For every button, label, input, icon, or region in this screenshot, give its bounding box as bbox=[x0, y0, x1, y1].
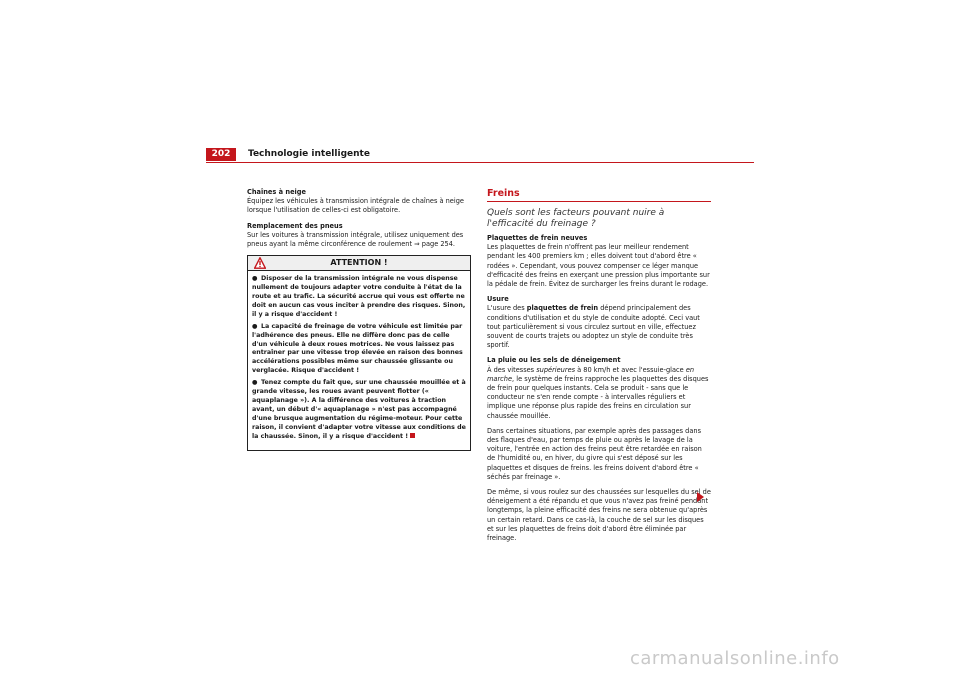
wear-text: L'usure des plaquettes de frein dépend principalement des conditions d'utilisation et du style de conduite adopté. Ceci vaut tout particulièrement si vous circulez surtout en ville, effectuez souvent de courts trajets ou adoptez un style de conduite très sportif. bbox=[487, 304, 700, 350]
warning-header bbox=[248, 256, 470, 271]
tyres-heading: Remplacement des pneus bbox=[247, 221, 343, 230]
freins-question: Quels sont les facteurs pouvant nuire à l'efficacité du freinage ? bbox=[487, 208, 665, 229]
freins-rule bbox=[487, 201, 711, 202]
wear-heading: Usure bbox=[487, 295, 509, 304]
header-rule bbox=[206, 162, 754, 163]
chains-text: Équipez les véhicules à transmission intégrale de chaînes à neige lorsque l'utilisation de celles-ci est obligatoire. bbox=[247, 197, 464, 215]
warning-item: ● Disposer de la transmission intégrale ne vous dispense nullement de toujours adapter votre conduite à l'état de la route et au trafic. La sécurité accrue qui vous est offerte ne doit en aucun cas vous inciter à prendre des risques. Sinon, il y a risque d'accident ! bbox=[252, 275, 466, 318]
right-column bbox=[487, 188, 711, 549]
pads-heading: Plaquettes de frein neuves bbox=[487, 234, 588, 242]
rain-text-1: À des vitesses supérieures à 80 km/h et avec l'essuie-glace en marche, le système de freins rapproche les plaquettes des disques de frein pour quelques instants. Cela se produit - sans que le conducteur ne s'en rende compte - à intervalles réguliers et implique une réponse plus rapide des freins en circulation sur chaussée mouillée. bbox=[487, 365, 709, 420]
warning-item: ● La capacité de freinage de votre véhicule est limitée par l'adhérence des pneus. Elle ne diffère donc pas de celle d'un véhicule à deux roues motrices. Ne vous laissez pas entraîner par une vitesse trop élevée en raison des bonnes accélérations possibles même sur chaussée glissante ou verglacée. Risque d'accident ! bbox=[252, 322, 463, 375]
left-column bbox=[247, 188, 471, 451]
rain-text-2: Dans certaines situations, par exemple après des passages dans des flaques d'eau, par temps de pluie ou après le lavage de la voiture, l'entrée en action des freins peut être retardée en raison de l'humidité ou, en hiver, du givre qui s'est déposé sur les plaquettes et disques de freins. les freins doivent d'abord être « séchés par freinage ». bbox=[487, 426, 702, 481]
tyres-text: Sur les voitures à transmission intégrale, utilisez uniquement des pneus ayant la même circonférence de roulement ⇒ page 254. bbox=[247, 230, 464, 249]
freins-heading: Freins bbox=[487, 188, 520, 199]
bullet-icon: ● bbox=[252, 379, 258, 387]
watermark: carmanualsonline.info bbox=[630, 648, 840, 669]
warning-body bbox=[248, 271, 470, 449]
warning-triangle-icon bbox=[254, 257, 266, 269]
section-title: Technologie intelligente bbox=[248, 149, 370, 159]
rain-heading: La pluie ou les sels de déneigement bbox=[487, 356, 621, 365]
chains-heading: Chaînes à neige bbox=[247, 188, 306, 196]
end-of-section-icon bbox=[410, 433, 415, 438]
bullet-icon: ● bbox=[252, 275, 258, 283]
continue-arrow-icon bbox=[697, 492, 704, 502]
pads-text: Les plaquettes de frein n'offrent pas leur meilleur rendement pendant les 400 premiers km ; elles doivent tout d'abord être « rodées ». Cependant, vous pouvez compenser ce léger manque d'efficacité des freins en exerçant une pression plus importante sur la pédale de frein. Évitez de surcharger les freins durant le rodage. bbox=[487, 243, 710, 289]
page-header bbox=[206, 148, 754, 162]
bullet-icon: ● bbox=[252, 322, 258, 330]
rain-text-3: De même, si vous roulez sur des chaussées sur lesquelles du sel de déneigement a été répandu et que vous n'avez pas freiné pendant longtemps, la pleine efficacité des freins ne sera obtenue qu'après un certain retard. Dans ce cas-là, la couche de sel sur les disques et sur les plaquettes de freins doit d'abord être éliminée par freinage. bbox=[487, 488, 711, 543]
warning-box bbox=[247, 255, 471, 450]
warning-title: ATTENTION ! bbox=[330, 258, 388, 268]
warning-item: ● Tenez compte du fait que, sur une chaussée mouillée et à grande vitesse, les roues avant peuvent flotter (« aquaplanage »). A la différence des voitures à traction avant, un début d'« aquaplanage » n'est pas accompagné d'une brusque augmentation du régime-moteur. Pour cette raison, il convient d'adapter votre vitesse aux conditions de la chaussée. Sinon, il y a risque d'accident ! bbox=[252, 379, 466, 440]
page-number: 202 bbox=[206, 148, 236, 161]
